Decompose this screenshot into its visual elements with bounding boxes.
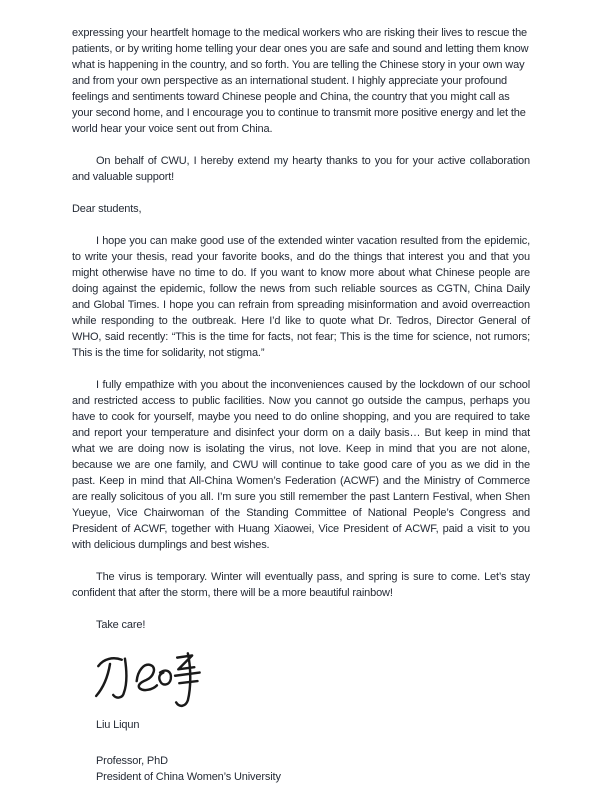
paragraph: expressing your heartfelt homage to the medical workers who are risking their lives to rescue the patients, or by writing home telling your dear ones you are safe and sound and letting them know what is happening in the country, and so forth. You are telling the Chinese story in your own way and from your own perspective as an international student. I highly appreciate your profound feelings and sentiments toward Chinese people and China, the country that you might call as your second home, and I encourage you to continue to transmit more positive energy and let the world hear your voice sent out from China. xyxy=(72,27,529,135)
salutation: Dear students, xyxy=(72,203,142,215)
closing-farewell: Take care! xyxy=(96,619,146,631)
paragraph: The virus is temporary. Winter will eventually pass, and spring is sure to come. Let’s stay confident that after the storm, there will be a more beautiful rainbow! xyxy=(72,571,530,599)
paragraph: I fully empathize with you about the inconveniences caused by the lockdown of our school and restricted access to public facilities. Now you cannot go outside the campus, perhaps you have to cook for yourself, maybe you need to do online shopping, and you are required to take and report your temperature and disinfect your dorm on a daily basis… But keep in mind that what we are doing now is isolating the virus, not love. Keep in mind that you are not alone, because we are one family, and CWU will continue to take good care of you as we did in the past. Keep in mind that All-China Women’s Federation (ACWF) and the Ministry of Commerce are really solicitous of you all. I’m sure you still remember the past Lantern Festival, when Shen Yueyue, Vice Chairwoman of the Standing Committee of National People’s Congress and President of ACWF, together with Huang Xiaowei, Vice President of ACWF, paid a visit to you with delicious dumplings and best wishes. xyxy=(72,379,530,551)
paragraph: I hope you can make good use of the extended winter vacation resulted from the epidemic, to write your thesis, read your favorite books, and do the things that interest you and that you might otherwise have no time to do. If you want to know more about what Chinese people are doing against the epidemic, follow the news from such reliable sources as CGTN, China Daily and Global Times. I hope you can refrain from spreading misinformation and avoid overreaction while responding to the outbreak. Here I’d like to quote what Dr. Tedros, Director General of WHO, said recently: “This is the time for facts, not fear; This is the time for science, not rumors; This is the time for solidarity, not stigma.” xyxy=(72,235,530,359)
paragraph: On behalf of CWU, I hereby extend my hearty thanks to you for your active collaboration and valuable support! xyxy=(72,155,530,183)
signature-organization: President of China Women’s University xyxy=(96,771,281,783)
signature-image xyxy=(94,649,530,711)
signature-name: Liu Liqun xyxy=(96,719,140,731)
signature-title: Professor, PhD xyxy=(96,755,168,767)
